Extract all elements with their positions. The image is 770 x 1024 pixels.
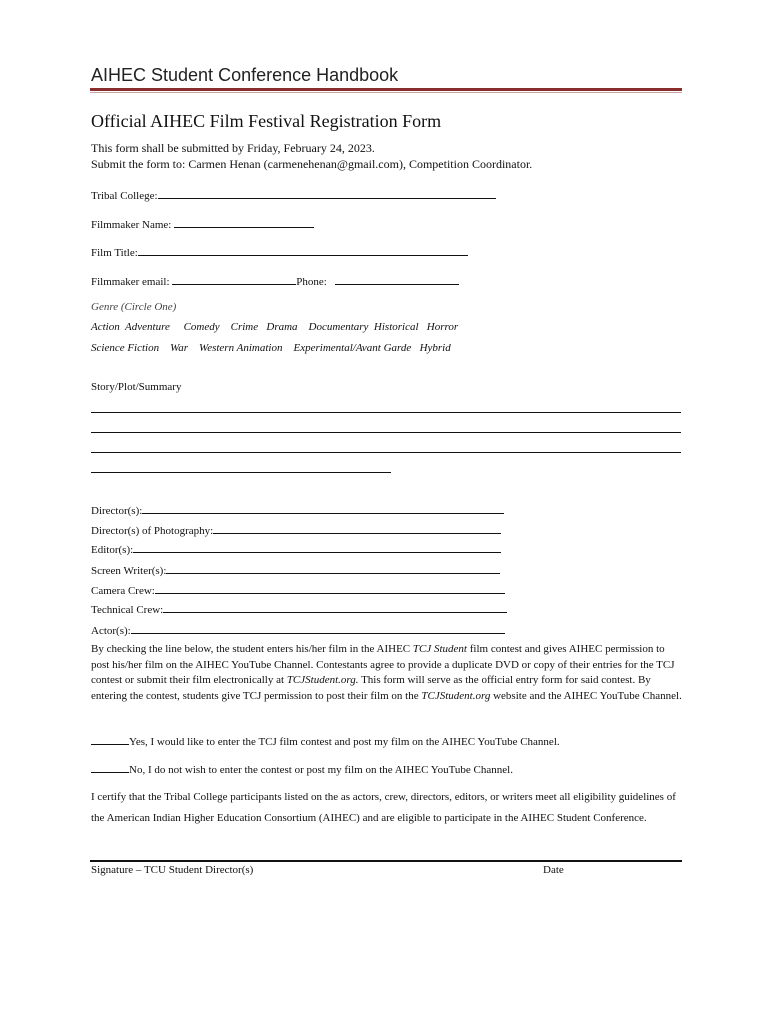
genre-science-fiction[interactable]: Science Fiction — [91, 342, 160, 354]
phone-label: Phone: — [296, 276, 330, 288]
technical-crew-label: Technical Crew: — [91, 604, 164, 616]
filmmaker-email-line[interactable] — [172, 273, 296, 285]
genre-row-2 — [91, 342, 451, 355]
filmmaker-email-label: Filmmaker email: — [91, 276, 173, 288]
permission-italic-3: TCJStudent.org — [421, 689, 491, 702]
header-rule — [90, 88, 682, 91]
filmmaker-name-field[interactable] — [91, 216, 314, 232]
filmmaker-name-line[interactable] — [174, 216, 314, 228]
genre-historical[interactable]: Historical — [373, 321, 419, 333]
permission-text-3: This form will serve as the official entry form for said contest. By entering the contest, students give TCJ permission to post their film on the — [91, 674, 651, 702]
editors-field[interactable] — [91, 541, 501, 557]
dop-field[interactable] — [91, 522, 501, 538]
genre-row-1 — [91, 321, 458, 334]
directors-label: Director(s): — [91, 505, 143, 517]
genre-experimental[interactable]: Experimental/Avant Garde — [293, 342, 412, 354]
genre-drama[interactable]: Drama — [266, 321, 298, 333]
permission-text-2: film contest and gives AIHEC permission to post his/her film on the AIHEC YouTube Channel. Contestants agree to provide a duplicate DVD or copy of their entries for the TCJ contest or submit their film electronically at — [91, 643, 675, 686]
certify-paragraph: I certify that the Tribal College participants listed on the as actors, crew, directors, editors, or writers meet all eligibility guidelines of the American Indian Higher Education Consortium (AIHEC) and are eligible to participate in the AIHEC Student Conference. — [91, 791, 676, 824]
story-line-4[interactable] — [91, 472, 391, 473]
genre-western[interactable]: Western — [199, 342, 235, 354]
tribal-college-label: Tribal College: — [91, 190, 158, 202]
permission-italic-2: TCJStudent.org. — [286, 674, 359, 686]
dop-label: Director(s) of Photography: — [91, 525, 214, 537]
genre-documentary[interactable]: Documentary — [308, 321, 369, 333]
actors-line[interactable] — [131, 622, 505, 634]
no-option[interactable] — [91, 761, 513, 777]
submit-to-text: Submit the form to: Carmen Henan (carmenehenan@gmail.com), Competition Coordinator. — [91, 157, 533, 171]
tribal-college-field[interactable] — [91, 187, 496, 203]
permission-text-1: By checking the line below, the student enters his/her film in the AIHEC — [91, 643, 413, 655]
story-line-1[interactable] — [91, 412, 681, 413]
genre-heading: Genre (Circle One) — [91, 301, 177, 313]
film-title-field[interactable] — [91, 244, 468, 260]
story-line-2[interactable] — [91, 432, 681, 433]
no-checkline[interactable] — [91, 761, 129, 773]
genre-animation[interactable]: Animation — [236, 342, 283, 354]
genre-crime[interactable]: Crime — [230, 321, 259, 333]
camera-crew-label: Camera Crew: — [91, 585, 155, 597]
actors-field[interactable] — [91, 622, 505, 638]
dop-line[interactable] — [213, 522, 501, 534]
genre-adventure[interactable]: Adventure — [125, 321, 170, 333]
yes-checkline[interactable] — [91, 733, 129, 745]
genre-hybrid[interactable]: Hybrid — [419, 342, 451, 354]
permission-italic-1: TCJ Student — [412, 643, 467, 655]
editors-line[interactable] — [133, 541, 501, 553]
filmmaker-email-field[interactable] — [91, 273, 459, 289]
genre-horror[interactable]: Horror — [426, 321, 459, 333]
yes-option[interactable] — [91, 733, 560, 749]
film-title-line[interactable] — [138, 244, 468, 256]
permission-paragraph — [91, 642, 683, 704]
technical-crew-line[interactable] — [163, 601, 507, 613]
film-title-label: Film Title: — [91, 247, 138, 259]
screen-writers-line[interactable] — [166, 562, 500, 574]
screen-writers-field[interactable] — [91, 562, 500, 578]
deadline-text: This form shall be submitted by Friday, February 24, 2023. — [91, 141, 375, 155]
genre-action[interactable]: Action — [91, 321, 120, 333]
form-title: Official AIHEC Film Festival Registration Form — [91, 111, 442, 131]
directors-line[interactable] — [142, 502, 504, 514]
camera-crew-field[interactable] — [91, 582, 505, 598]
handbook-title: AIHEC Student Conference Handbook — [91, 65, 399, 85]
header-rule-shadow — [90, 92, 682, 93]
filmmaker-name-label: Filmmaker Name: — [91, 219, 175, 231]
genre-war[interactable]: War — [170, 342, 189, 354]
permission-text-4: website and the AIHEC YouTube Channel. — [490, 689, 682, 702]
camera-crew-line[interactable] — [155, 582, 505, 594]
directors-field[interactable] — [91, 502, 504, 518]
yes-option-label: Yes, I would like to enter the TCJ film contest and post my film on the AIHEC YouTube Channel. — [129, 736, 560, 748]
actors-label: Actor(s): — [91, 625, 131, 637]
story-label: Story/Plot/Summary — [91, 381, 182, 393]
signature-label: Signature – TCU Student Director(s) — [91, 864, 254, 876]
signature-line[interactable] — [90, 860, 682, 862]
no-option-label: No, I do not wish to enter the contest or post my film on the AIHEC YouTube Channel. — [129, 764, 513, 776]
screen-writers-label: Screen Writer(s): — [91, 565, 167, 577]
tribal-college-line[interactable] — [158, 187, 496, 199]
story-line-3[interactable] — [91, 452, 681, 453]
genre-comedy[interactable]: Comedy — [183, 321, 220, 333]
date-label: Date — [543, 864, 564, 876]
editors-label: Editor(s): — [91, 544, 134, 556]
phone-line[interactable] — [335, 273, 459, 285]
technical-crew-field[interactable] — [91, 601, 507, 617]
